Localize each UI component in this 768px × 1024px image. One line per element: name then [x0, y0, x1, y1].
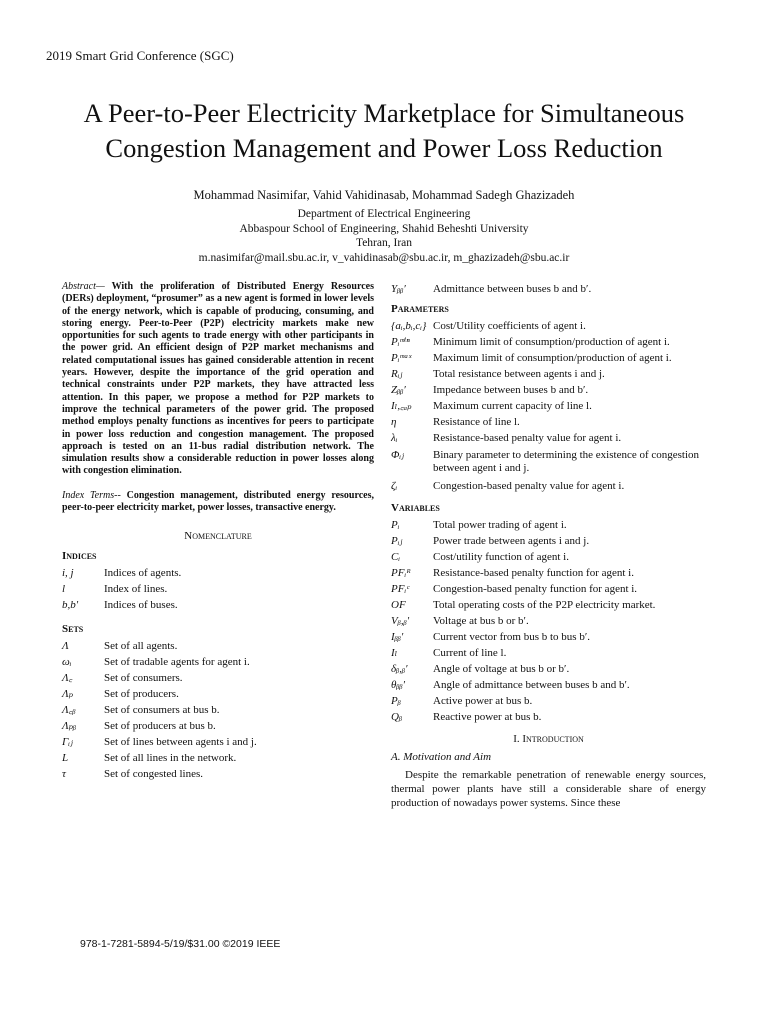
title-line-1: A Peer-to-Peer Electricity Marketplace for Simultaneous: [83, 98, 685, 128]
introduction-heading: I. Introduction: [513, 733, 584, 745]
symbol: ζᵢ: [391, 480, 398, 492]
symbol: δᵦ,ᵦ′: [391, 663, 408, 675]
nomenclature-row: [391, 677, 706, 693]
symbol: Zᵦᵦ′: [391, 384, 406, 396]
symbol-description: Congestion-based penalty value for agent i.: [433, 480, 625, 492]
symbol-description: Maximum current capacity of line l.: [433, 400, 592, 412]
affiliation-school: Abbaspour School of Engineering, Shahid Beheshti University: [239, 222, 529, 235]
symbol-description: Resistance-based penalty function for agent i.: [433, 567, 634, 579]
symbol: OF: [391, 599, 406, 611]
symbol: Yᵦᵦ′: [391, 283, 406, 295]
symbol-description: Set of congested lines.: [104, 768, 203, 781]
symbol: i, j: [62, 567, 74, 580]
nomenclature-row: [391, 693, 706, 709]
nomenclature-row: [391, 281, 706, 297]
symbol-description: Index of lines.: [104, 583, 168, 596]
nomenclature-row: [62, 686, 374, 702]
symbol: Pᵢⱼ: [391, 535, 403, 547]
symbol: Rᵢⱼ: [391, 368, 403, 380]
indices-list: [62, 565, 374, 613]
symbol: Λₚᵦ: [62, 720, 77, 733]
symbol-description: Set of producers.: [104, 688, 179, 701]
symbol: Λ꜀: [62, 672, 73, 685]
nomenclature-row: [62, 638, 374, 654]
symbol: {aᵢ,bᵢ,cᵢ}: [391, 320, 427, 332]
symbol: L: [62, 752, 69, 765]
symbol: Qᵦ: [391, 711, 403, 723]
sets-list: [62, 638, 374, 782]
affiliation: [0, 207, 768, 265]
symbol-description: Active power at bus b.: [433, 695, 533, 707]
nomenclature-row: [62, 750, 374, 766]
symbol: b,b′: [62, 599, 79, 612]
abstract: [62, 281, 374, 478]
variables-heading: Variables: [391, 502, 440, 514]
symbol: Vᵦ,ᵦ′: [391, 615, 410, 627]
symbol-description: Resistance of line l.: [433, 416, 520, 428]
symbol-description: Binary parameter to determining the existence of congestion between agent i and j.: [433, 449, 700, 474]
left-column: [62, 281, 374, 782]
nomenclature-row: [391, 517, 706, 533]
nomenclature-row: [391, 597, 706, 613]
nomenclature-row: [391, 334, 706, 350]
index-terms-lead: Index Terms--: [62, 489, 121, 501]
symbol-description: Reactive power at bus b.: [433, 711, 542, 723]
symbol-description: Indices of agents.: [104, 567, 182, 580]
nomenclature-row: [391, 318, 706, 334]
symbol: τ: [62, 768, 66, 781]
symbol: Iₗ,꜀ₐₚ: [391, 400, 412, 412]
symbol-description: Congestion-based penalty function for agent i.: [433, 583, 638, 595]
nomenclature-row: [62, 565, 374, 581]
right-column: [391, 281, 706, 810]
variables-list: [391, 517, 706, 725]
affiliation-emails: m.nasimifar@mail.sbu.ac.ir, v_vahidinasab@sbu.ac.ir, m_ghazizadeh@sbu.ac.ir: [198, 251, 570, 264]
nomenclature-row: [62, 670, 374, 686]
symbol-description: Cost/Utility coefficients of agent i.: [433, 320, 586, 332]
symbol: θᵦᵦ′: [391, 679, 406, 691]
nomenclature-row: [391, 350, 706, 366]
symbol-description: Set of consumers at bus b.: [104, 704, 220, 717]
nomenclature-row: [391, 629, 706, 645]
symbol-description: Total resistance between agents i and j.: [433, 368, 605, 380]
symbol: PFᵢᶜ: [391, 583, 410, 595]
symbol: Λ: [62, 640, 69, 653]
symbol: η: [391, 416, 397, 428]
introduction-paragraph: Despite the remarkable penetration of renewable energy sources, thermal power plants have still a considerable share of energy production of nowadays power systems. Since these: [391, 769, 706, 809]
nomenclature-row: [391, 613, 706, 629]
abstract-lead: Abstract—: [62, 281, 105, 292]
symbol: Iᵦᵦ′: [391, 631, 404, 643]
nomenclature-row: [391, 581, 706, 597]
symbol: ωᵢ: [62, 656, 72, 669]
copyright-footer: 978-1-7281-5894-5/19/$31.00 ©2019 IEEE: [80, 938, 281, 950]
symbol-description: Resistance-based penalty value for agent i.: [433, 432, 622, 444]
symbol-description: Impedance between buses b and b′.: [433, 384, 589, 396]
symbol: Pᵦ: [391, 695, 401, 707]
parameters-heading: Parameters: [391, 303, 449, 315]
symbol: l: [62, 583, 66, 596]
nomenclature-row: [391, 414, 706, 430]
nomenclature-row: [391, 366, 706, 382]
nomenclature-row: [62, 581, 374, 597]
symbol-description: Angle of voltage at bus b or b′.: [433, 663, 570, 675]
symbol-description: Current of line l.: [433, 647, 507, 659]
symbol-description: Minimum limit of consumption/production of agent i.: [433, 336, 670, 348]
symbol-description: Cost/utility function of agent i.: [433, 551, 569, 563]
nomenclature-row: [62, 734, 374, 750]
authors: Mohammad Nasimifar, Vahid Vahidinasab, Mohammad Sadegh Ghazizadeh: [193, 188, 575, 202]
conference-header: 2019 Smart Grid Conference (SGC): [46, 48, 234, 63]
affiliation-location: Tehran, Iran: [355, 237, 413, 249]
nomenclature-row: [62, 766, 374, 782]
nomenclature-row: [391, 478, 706, 494]
title-line-2: Congestion Management and Power Loss Reduction: [105, 133, 663, 163]
nomenclature-row: [391, 709, 706, 725]
nomenclature-row: [62, 702, 374, 718]
symbol: Λ꜀ᵦ: [62, 704, 76, 717]
symbol-description: Admittance between buses b and b′.: [433, 283, 592, 295]
parameters-list: [391, 318, 706, 494]
symbol-description: Maximum limit of consumption/production of agent i.: [433, 352, 672, 364]
paper-title: [0, 96, 768, 166]
nomenclature-row: [62, 718, 374, 734]
nomenclature-row: [62, 597, 374, 613]
symbol-description: Current vector from bus b to bus b′.: [433, 631, 590, 643]
abstract-text: With the proliferation of Distributed Energy Resources (DERs) deployment, “prosumer” as a new agent is formed in lower levels of the energy network, which is capable of producing, consuming, and storing energy. Peer-to-Peer (P2P) electricity markets make new opportunities for such agents to trade energy with other participants in the power grid. An efficient design of P2P market mechanisms and related computational issues has gained considerable attention in recent years. However, despite the importance of the grid operation and technical constraints under P2P markets, they have attracted less attention. In this paper, we propose a method for P2P markets to improve the technical parameters of the power grid. The proposed method employs penalty functions as incentives for peers to participate in power loss reduction and congestion management. The proposed approach is tested on an 11-bus radial distribution network. The simulation results show a considerable reduction in power losses along with congestion elimination.: [62, 281, 374, 477]
right-top-list: [391, 281, 706, 297]
symbol-description: Angle of admittance between buses b and b′.: [433, 679, 630, 691]
symbol: Pᵢᵐⁱⁿ: [391, 336, 410, 348]
indices-heading: Indices: [62, 550, 97, 563]
nomenclature-row: [391, 549, 706, 565]
symbol-description: Set of consumers.: [104, 672, 183, 685]
index-terms-text: Congestion management, distributed energy resources, peer-to-peer electricity market, power losses, transactive energy.: [62, 489, 374, 514]
symbol-description: Set of all lines in the network.: [104, 752, 237, 765]
motivation-subsection: A. Motivation and Aim: [391, 751, 492, 763]
symbol: Pᵢ: [391, 519, 400, 531]
symbol-description: Voltage at bus b or b′.: [433, 615, 529, 627]
symbol-description: Power trade between agents i and j.: [433, 535, 590, 547]
nomenclature-row: [391, 449, 706, 475]
index-terms: [62, 490, 374, 515]
nomenclature-row: [62, 654, 374, 670]
sets-heading: Sets: [62, 623, 84, 636]
symbol-description: Total operating costs of the P2P electricity market.: [433, 599, 656, 611]
symbol: PFᵢᴿ: [391, 567, 411, 579]
symbol: Iₗ: [391, 647, 398, 659]
symbol-description: Set of lines between agents i and j.: [104, 736, 257, 749]
symbol-description: Total power trading of agent i.: [433, 519, 567, 531]
symbol-description: Indices of buses.: [104, 599, 178, 612]
symbol-description: Set of all agents.: [104, 640, 178, 653]
nomenclature-heading: Nomenclature: [184, 530, 252, 543]
nomenclature-row: [391, 533, 706, 549]
nomenclature-row: [391, 398, 706, 414]
symbol: Pᵢᵐᵃˣ: [391, 352, 412, 364]
symbol: Γᵢⱼ: [62, 736, 73, 749]
nomenclature-row: [391, 661, 706, 677]
symbol: Λₚ: [62, 688, 74, 701]
symbol-description: Set of tradable agents for agent i.: [104, 656, 250, 669]
nomenclature-row: [391, 430, 706, 446]
nomenclature-row: [391, 382, 706, 398]
symbol: Cᵢ: [391, 551, 401, 563]
symbol: Φᵢⱼ: [391, 449, 405, 461]
affiliation-department: Department of Electrical Engineering: [297, 208, 471, 220]
symbol: λᵢ: [391, 432, 398, 444]
nomenclature-row: [391, 645, 706, 661]
symbol-description: Set of producers at bus b.: [104, 720, 216, 733]
nomenclature-row: [391, 565, 706, 581]
